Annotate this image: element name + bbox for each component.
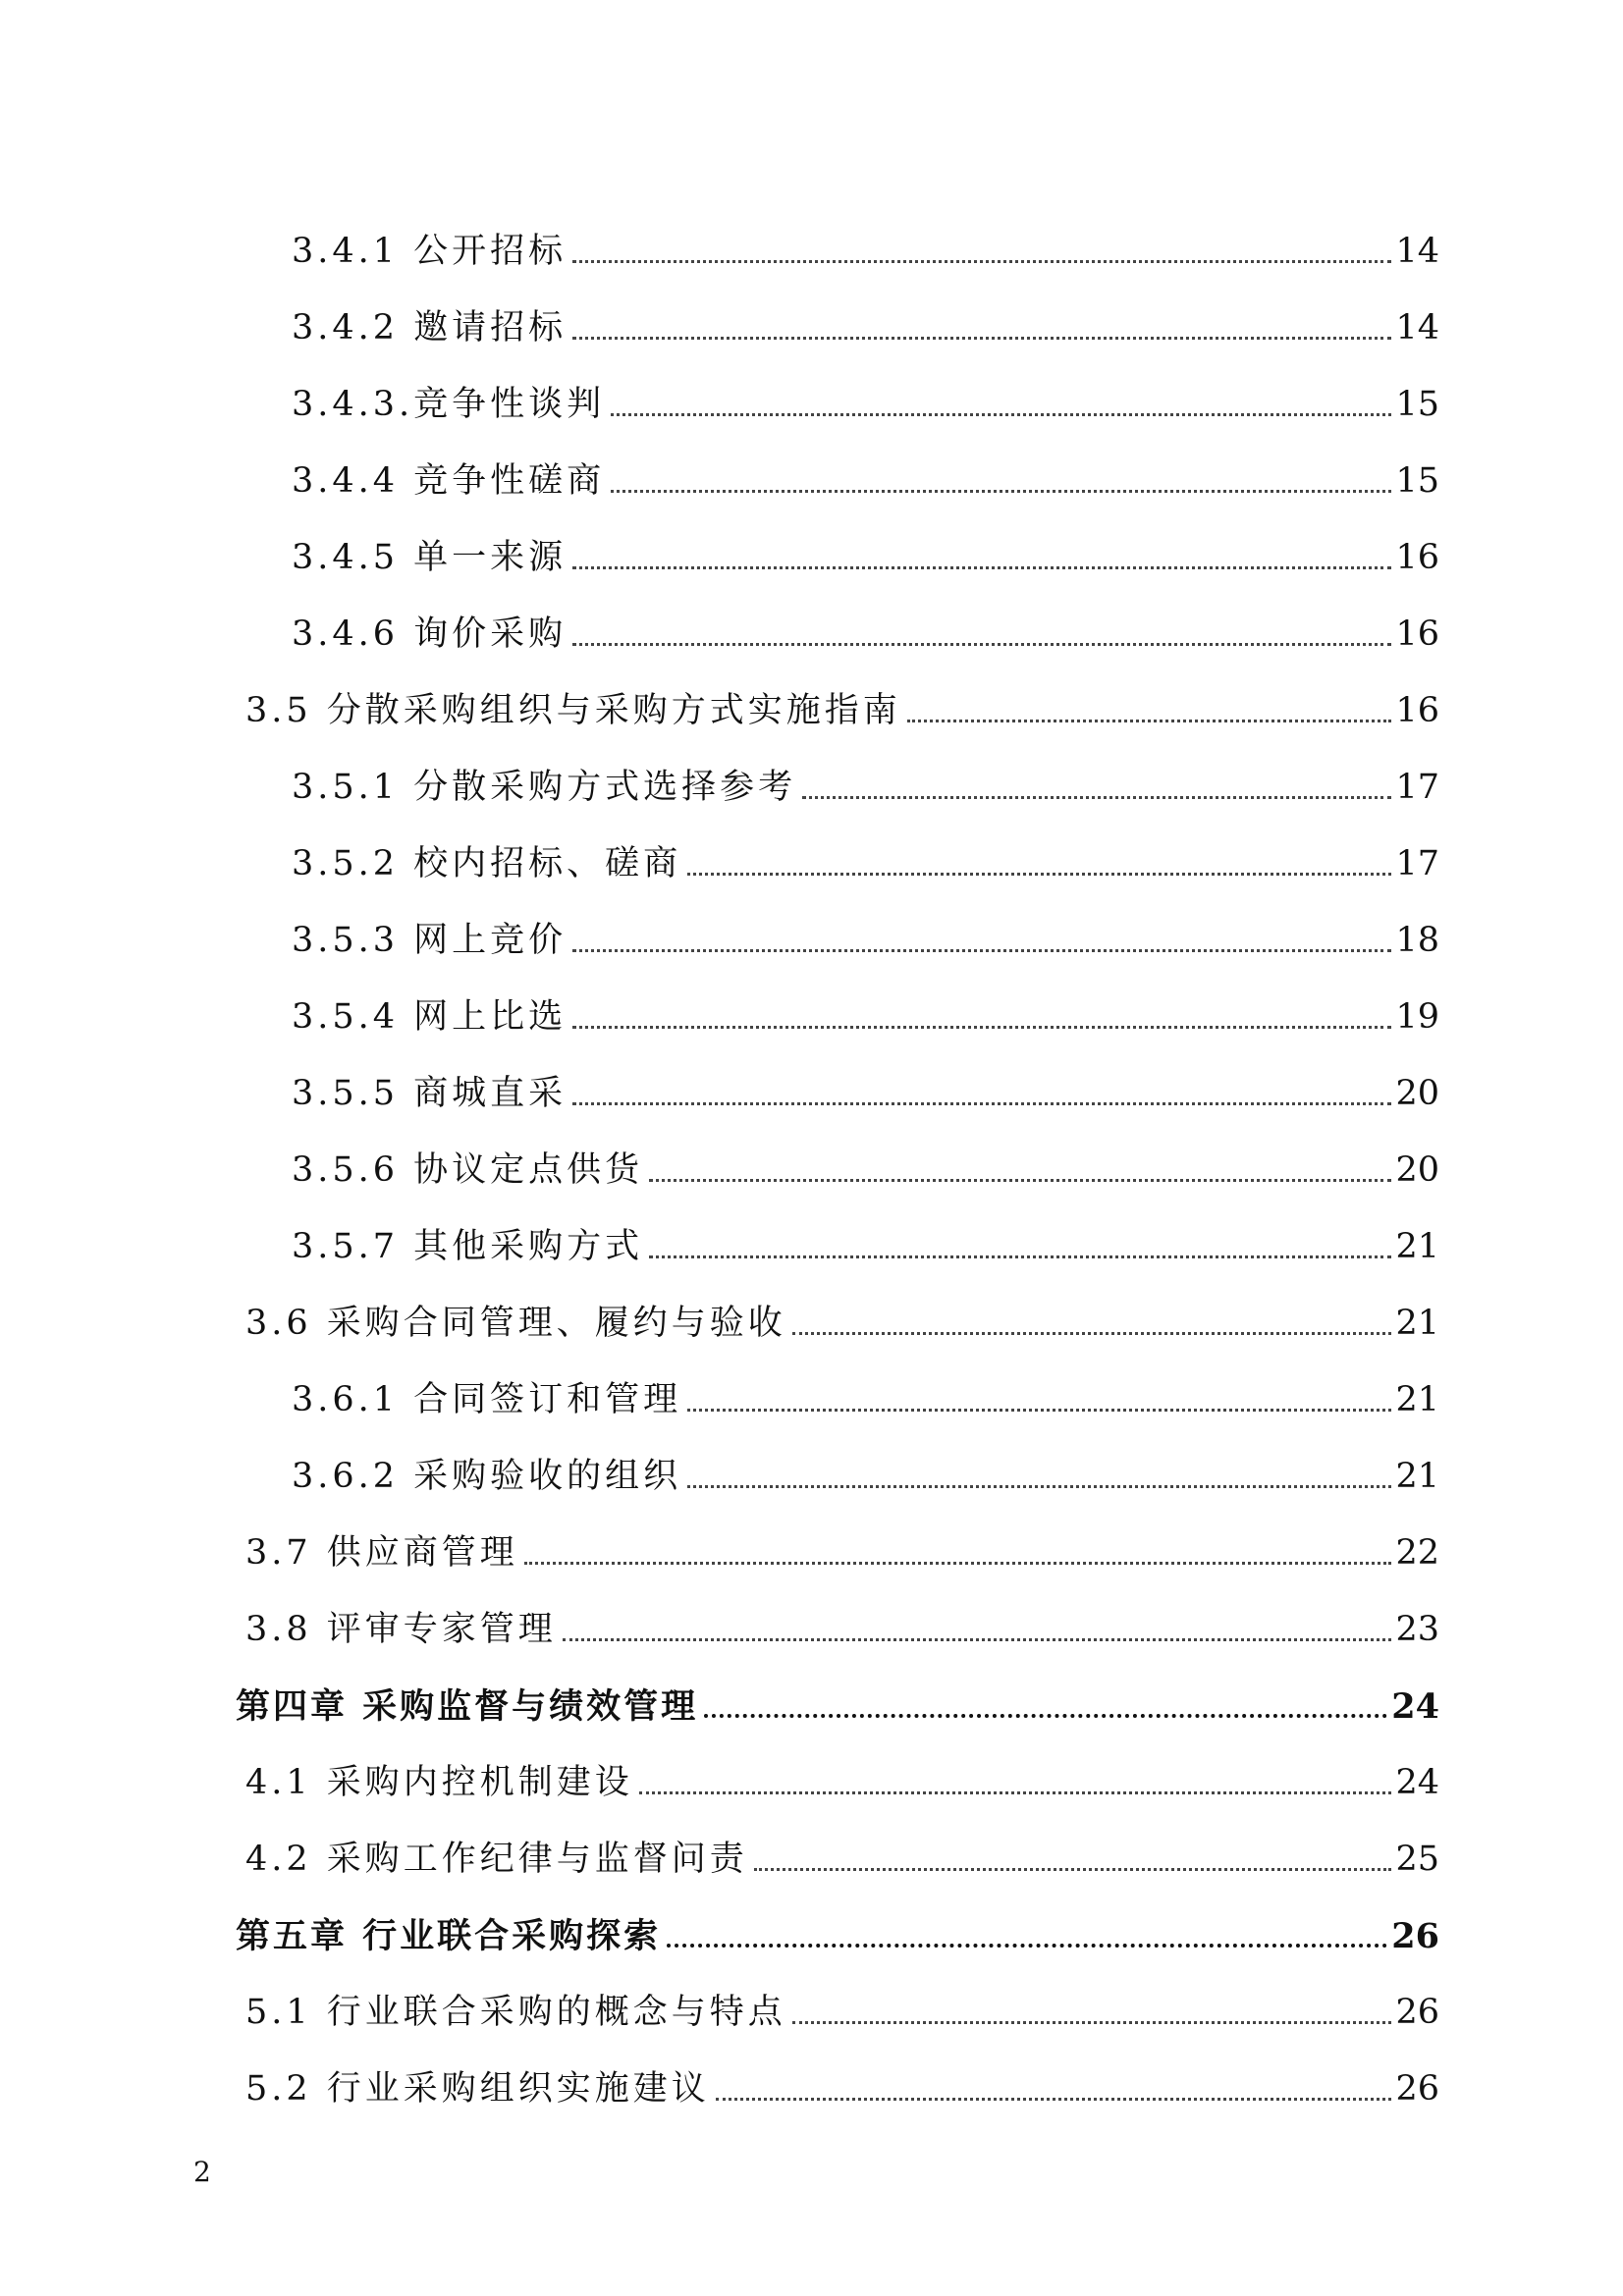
toc-entry[interactable] [292, 1135, 1439, 1194]
toc-entry-page: 14 [1395, 232, 1439, 271]
toc-entry-title: 3.5.1 分散采购方式选择参考 [292, 768, 797, 807]
toc-entry-page: 24 [1391, 1686, 1439, 1727]
toc-entry[interactable] [292, 1058, 1439, 1117]
toc-entry-page: 24 [1395, 1763, 1439, 1802]
toc-entry[interactable] [292, 446, 1439, 505]
toc-entry[interactable] [245, 1977, 1439, 2036]
toc-leader [572, 566, 1391, 569]
toc-leader [704, 1714, 1387, 1718]
toc-entry-page: 21 [1395, 1227, 1439, 1266]
toc-entry-title: 3.5.2 校内招标、磋商 [292, 844, 682, 883]
toc-entry[interactable] [245, 2054, 1439, 2112]
toc-leader [687, 1485, 1391, 1488]
toc-entry[interactable] [292, 369, 1439, 428]
toc-entry-page: 21 [1395, 1457, 1439, 1496]
toc-entry[interactable] [292, 752, 1439, 811]
toc-entry[interactable] [292, 1364, 1439, 1423]
toc-entry[interactable] [245, 1288, 1439, 1347]
toc-entry-page: 21 [1395, 1304, 1439, 1343]
toc-entry-page: 26 [1395, 1993, 1439, 2032]
toc-entry-title: 5.1 行业联合采购的概念与特点 [245, 1993, 786, 2032]
toc-entry-title: 3.4.2 邀请招标 [292, 308, 568, 347]
toc-entry-page: 17 [1395, 768, 1439, 807]
toc-entry-title: 3.4.5 单一来源 [292, 538, 568, 577]
toc-entry-page: 26 [1391, 1916, 1439, 1956]
toc-entry-title: 3.6.2 采购验收的组织 [292, 1457, 682, 1496]
toc-entry-title: 3.5.3 网上竞价 [292, 921, 568, 960]
toc-entry-title: 3.4.1 公开招标 [292, 232, 568, 271]
toc-entry[interactable] [236, 1671, 1439, 1730]
toc-entry[interactable] [292, 982, 1439, 1041]
toc-entry[interactable] [292, 522, 1439, 581]
toc-leader [563, 1638, 1392, 1641]
page-number: 2 [193, 2156, 211, 2188]
toc-entry[interactable] [292, 905, 1439, 964]
toc-leader [792, 1332, 1392, 1335]
toc-entry-title: 5.2 行业采购组织实施建议 [245, 2069, 710, 2109]
toc-entry-title: 第四章 采购监督与绩效管理 [236, 1686, 699, 1727]
toc-entry-page: 16 [1395, 614, 1439, 654]
toc-entry-page: 16 [1395, 538, 1439, 577]
toc-entry-page: 23 [1395, 1610, 1439, 1649]
toc-entry-title: 3.8 评审专家管理 [245, 1610, 557, 1649]
toc-entry-page: 20 [1395, 1150, 1439, 1190]
toc-entry-page: 16 [1395, 691, 1439, 730]
toc-entry[interactable] [292, 828, 1439, 887]
toc-leader [572, 949, 1391, 952]
toc-entry-page: 18 [1395, 921, 1439, 960]
toc-entry-title: 3.6.1 合同签订和管理 [292, 1380, 682, 1419]
toc-entry-title: 3.4.4 竞争性磋商 [292, 461, 606, 501]
toc-entry[interactable] [245, 1747, 1439, 1806]
toc-entry-title: 3.5 分散采购组织与采购方式实施指南 [245, 691, 901, 730]
toc-entry-page: 17 [1395, 844, 1439, 883]
toc-entry-page: 15 [1395, 385, 1439, 424]
toc-entry-title: 3.5.6 协议定点供货 [292, 1150, 644, 1190]
toc-entry[interactable] [245, 1824, 1439, 1883]
toc-entry-title: 3.5.4 网上比选 [292, 997, 568, 1037]
toc-leader [524, 1562, 1392, 1565]
toc-entry-page: 14 [1395, 308, 1439, 347]
toc-leader [572, 337, 1391, 340]
toc-entry-page: 21 [1395, 1380, 1439, 1419]
toc-entry-page: 15 [1395, 461, 1439, 501]
toc-entry[interactable] [236, 1900, 1439, 1959]
toc-entry-title: 4.1 采购内控机制建设 [245, 1763, 633, 1802]
toc-entry-page: 26 [1395, 2069, 1439, 2109]
toc-leader [667, 1944, 1387, 1948]
toc-entry-title: 4.2 采购工作纪律与监督问责 [245, 1840, 748, 1879]
toc-entry-title: 3.7 供应商管理 [245, 1533, 518, 1573]
toc-entry[interactable] [292, 216, 1439, 275]
toc-entry[interactable] [292, 1441, 1439, 1500]
toc-entry[interactable] [245, 675, 1439, 734]
toc-entry-title: 3.4.3.竞争性谈判 [292, 385, 606, 424]
toc-entry-page: 25 [1395, 1840, 1439, 1879]
toc-leader [649, 1255, 1391, 1258]
toc-entry-title: 3.5.5 商城直采 [292, 1074, 568, 1113]
toc-leader [572, 1102, 1391, 1105]
toc-entry-page: 20 [1395, 1074, 1439, 1113]
toc-leader [611, 413, 1391, 416]
toc-leader [687, 873, 1391, 876]
toc-leader [572, 643, 1391, 646]
toc-entry-title: 3.4.6 询价采购 [292, 614, 568, 654]
toc-entry[interactable] [245, 1518, 1439, 1576]
toc-entry[interactable] [292, 293, 1439, 351]
toc-entry[interactable] [292, 1211, 1439, 1270]
toc-leader [572, 260, 1391, 263]
toc-leader [572, 1026, 1391, 1029]
toc-leader [687, 1409, 1391, 1412]
toc-entry-page: 22 [1395, 1533, 1439, 1573]
toc-entry[interactable] [245, 1594, 1439, 1653]
toc-leader [792, 2021, 1392, 2024]
toc-leader [754, 1868, 1392, 1871]
toc-leader [907, 720, 1392, 722]
toc-entry[interactable] [292, 599, 1439, 658]
toc-leader [611, 490, 1391, 493]
toc-leader [639, 1791, 1392, 1794]
toc-entry-title: 3.5.7 其他采购方式 [292, 1227, 644, 1266]
toc-leader [716, 2098, 1392, 2101]
toc-entry-title: 第五章 行业联合采购探索 [236, 1916, 662, 1956]
toc-leader [802, 796, 1391, 799]
toc-entry-title: 3.6 采购合同管理、履约与验收 [245, 1304, 786, 1343]
toc-entry-page: 19 [1395, 997, 1439, 1037]
toc-leader [649, 1179, 1391, 1182]
